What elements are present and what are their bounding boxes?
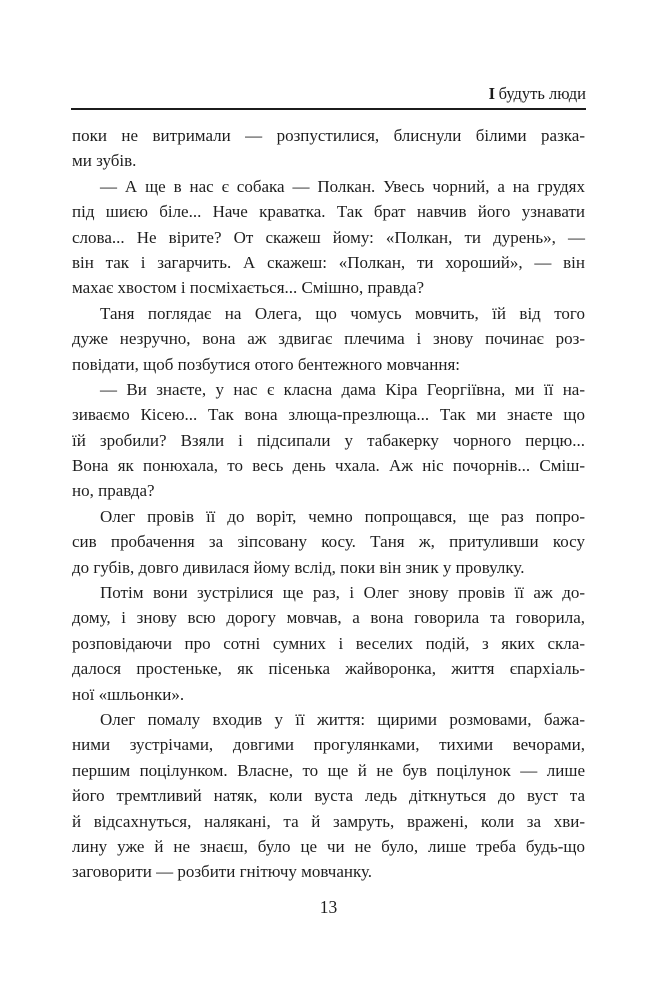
header-rule — [71, 108, 586, 110]
text-line: його тремтливий натяк, коли вуста ледь діткнуться до вуст та — [72, 786, 585, 806]
text-line: й відсахнуться, налякані, та й замруть, вражені, коли за хви- — [72, 811, 585, 831]
text-line: сив пробачення за зіпсовану косу. Таня ж, притуливши косу — [72, 532, 585, 552]
running-header — [72, 84, 586, 104]
running-header-ornament-letter: І — [488, 84, 496, 103]
text-line: — А ще в нас є собака — Полкан. Увесь чорний, а на грудях — [100, 176, 585, 196]
paragraph — [72, 377, 585, 504]
running-header-title: будуть люди — [498, 84, 586, 103]
text-line: — Ви знаєте, у нас є класна дама Кіра Георгіївна, ми її на- — [100, 379, 585, 399]
text-line: він так і загарчить. А скажеш: «Полкан, ти хороший», — він — [72, 252, 585, 272]
text-line: Потім вони зустрілися ще раз, і Олег знову провів її аж до- — [100, 583, 585, 603]
paragraph — [72, 707, 585, 885]
text-line: заговорити — розбити гнітючу мовчанку. — [72, 862, 373, 882]
text-line: дому, і знову всю дорогу мовчав, а вона говорила та говорила, — [72, 608, 585, 628]
text-line: під шиєю біле... Наче краватка. Так брат навчив його узнавати — [72, 202, 585, 222]
text-line: махає хвостом і посміхається... Смішно, правда? — [72, 278, 425, 298]
text-line: дуже незручно, вона аж здвигає плечима і знову починає роз- — [72, 329, 585, 349]
text-line: Таня поглядає на Олега, що чомусь мовчить, їй від того — [100, 303, 585, 323]
text-line: Олег провів її до воріт, чемно попрощався, ще раз попро- — [100, 506, 585, 526]
text-line: далося простеньке, як пісенька жайворонка, життя єпархіаль- — [72, 659, 585, 679]
text-line: їй зробили? Взяли і підсипали у табакерку чорного перцю... — [72, 430, 585, 450]
text-line: слова... Не вірите? От скажеш йому: «Полкан, ти дурень», — — [72, 227, 585, 247]
text-line: ними зустрічами, довгими прогулянками, тихими вечорами, — [72, 735, 585, 755]
paragraph — [72, 123, 585, 174]
paragraph — [72, 301, 585, 377]
text-line: розповідаючи про сотні сумних і веселих подій, з яких скла- — [72, 633, 585, 653]
text-line: ної «шльонки». — [72, 684, 185, 704]
paragraph — [72, 504, 585, 580]
text-line: повідати, щоб позбутися отого бентежного мовчання: — [72, 354, 461, 374]
text-line: першим поцілунком. Власне, то ще й не був поцілунок — лише — [72, 760, 585, 780]
text-line: но, правда? — [72, 481, 155, 501]
body-text — [72, 123, 585, 885]
text-line: поки не витримали — розпустилися, блиснули білими разка- — [72, 126, 585, 145]
text-line: до губів, довго дивилася йому вслід, поки він зник у провулку. — [72, 557, 525, 577]
text-line: зиваємо Кісею... Так вона злюща-презлюща... Так ми знаєте що — [72, 405, 585, 425]
text-line: лину уже й не знаєш, було це чи не було, лише треба будь-що — [72, 836, 585, 856]
text-line: Олег помалу входив у її життя: щирими розмовами, бажа- — [100, 709, 585, 729]
paragraph — [72, 580, 585, 707]
text-line: ми зубів. — [72, 151, 137, 171]
page-number: 13 — [319, 897, 338, 917]
text-line: Вона як понюхала, то весь день чхала. Аж ніс почорнів... Сміш- — [72, 456, 585, 476]
paragraph — [72, 174, 585, 301]
